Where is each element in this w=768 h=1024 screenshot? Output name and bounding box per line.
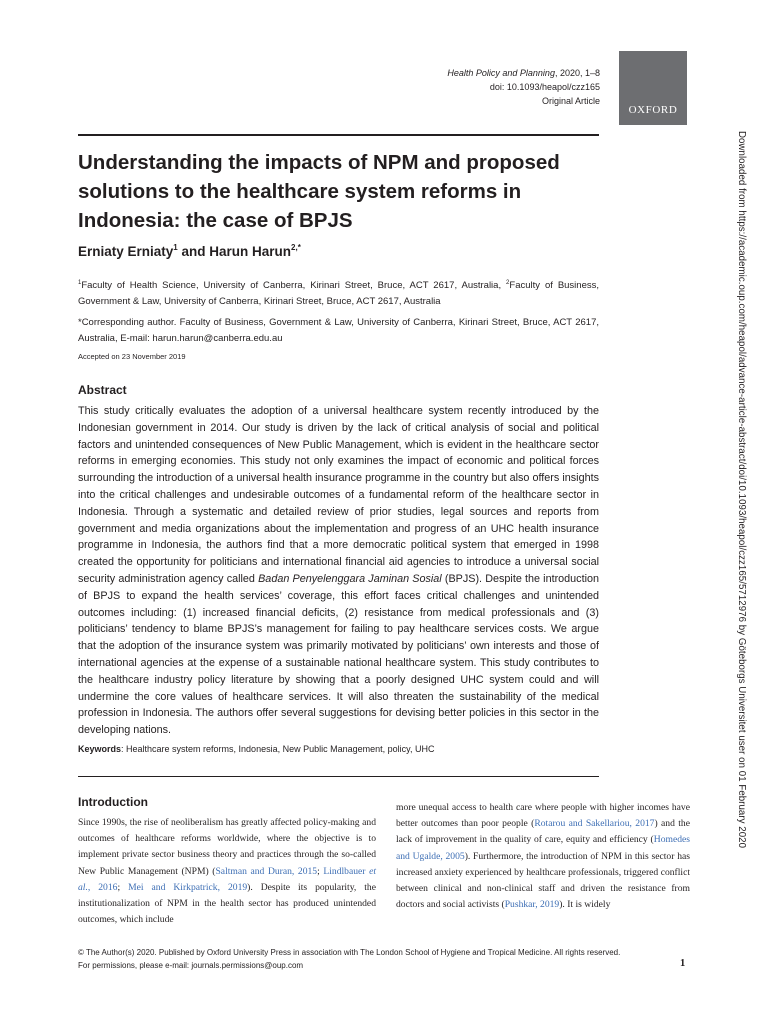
keywords — [78, 744, 599, 754]
abstract-text — [78, 403, 599, 739]
citation-part: , 2016 — [87, 881, 118, 893]
author-superscript: 1 — [173, 243, 178, 252]
header-rule — [78, 134, 599, 136]
body-text: ; — [117, 881, 129, 893]
copyright-footer — [78, 946, 678, 972]
permissions-line: For permissions, please e-mail: journals.permissions@oup.com — [78, 961, 304, 970]
affiliation-2: Faculty of Business, Government & Law, University of Canberra, Kirinari Street, Bruce, ACT 2617, Australia — [78, 280, 600, 307]
abstract-text-part: This study critically evaluates the adoption of a universal healthcare system recently introduced by the Indonesian government in 2014. Our study is driven by the lack of critical analysis of social and political factors and unintended consequences of New Public Management, which is evident in the healthcare sector reforms in emerging economies. This study not only examines the impact of economic and political forces surrounding the introduction of a universal health insurance programme in the country but also offers insights into the critical challenges and undesirable outcomes of a fundamental reform of the healthcare sector in Indonesia. Through a systematic and detailed review of prior studies, legal sources and reports from government and media organizations about the implementation and progress of an UHC health insurance programme in Indonesia, the authors find that a more democratic political system that emerged in 1998 created the opportunity for politicians and international financial aid agencies to introduce a universal social security administration agency called — [78, 405, 599, 585]
journal-name: Health Policy and Planning — [447, 68, 555, 78]
citation-link[interactable]: Pushkar, 2019 — [504, 899, 560, 911]
body-text: Since 1990s, the rise of neoliberalism has greatly affected policy-making and outcomes of healthcare reforms worldwide, where the objective is to implement private sector business theory and practices through the so-called New Public Management (NPM) ( — [78, 817, 376, 877]
author-name: Harun Harun — [209, 244, 292, 259]
oxford-logo — [619, 51, 687, 125]
journal-doi: doi: 10.1093/heapol/czz165 — [489, 82, 600, 92]
author-name: Erniaty Erniaty — [78, 244, 174, 259]
body-text: ). It is widely — [559, 899, 611, 911]
body-text: ). Furthermore, the introduction of NPM in this sector has increased anxiety experienced by healthcare professionals, triggered conflict between clinical and non-clinical staff and driven the resistance from doctors and social activists ( — [396, 850, 690, 911]
article-title: Understanding the impacts of NPM and proposed solutions to the healthcare system reforms in Indonesia: the case of BPJS — [78, 151, 560, 232]
citation-link[interactable]: Saltman and Duran, 2015 — [215, 865, 318, 877]
author-superscript: 2,* — [291, 243, 301, 252]
affiliation-1: Faculty of Health Science, University of Canberra, Kirinari Street, Bruce, ACT 2617, Australia, — [81, 280, 507, 291]
keywords-text: : Healthcare system reforms, Indonesia, New Public Management, policy, UHC — [121, 744, 435, 754]
article-type: Original Article — [541, 96, 600, 106]
journal-info — [300, 66, 600, 108]
body-text: more unequal access to health care where people with higher incomes have better outcomes than poor people ( — [396, 802, 690, 830]
page-number: 1 — [680, 958, 686, 969]
download-watermark: Downloaded from https://academic.oup.com/heapol/advance-article-abstract/doi/10.1093/heapol/czz165/5712976 by Göteborgs Universitet user on 01 February 2020 — [736, 131, 747, 849]
abstract-text-part: (BPJS). Despite the introduction of BPJS to expand the health services’ coverage, this effort faces critical challenges and unintended outcomes including: (1) increased financial deficits, (2) resistance from medical professionals and (3) politicians’ tendency to blame BPJS’s management for failing to pay healthcare services costs. We argue that the adoption of the insurance system was primarily motivated by politicians’ own interests and those of international agencies at the expense of a sustainable national healthcare system. This study contributes to the healthcare industry policy literature by showing that a poorly designed UHC system could and will undermine the core values of healthcare services. It will also threaten the sustainability of the medical profession in Indonesia. The authors offer several suggestions for devising better policies in this sector in the developing nations. — [78, 572, 599, 737]
abstract-italic-term: Badan Penyelenggara Jaminan Sosial — [258, 572, 442, 585]
introduction-heading: Introduction — [78, 795, 148, 809]
citation-link[interactable]: Homedes and Ugalde, 2005 — [396, 834, 690, 862]
body-text: ; — [317, 865, 324, 877]
corresponding-author: *Corresponding author. Faculty of Business, Government & Law, University of Canberra, Kirinari Street, Bruce, ACT 2617, Australia, E-mail: harun.harun@canberra.edu.au — [78, 317, 599, 344]
citation-link[interactable]: Rotarou and Sakellariou, 2017 — [534, 818, 655, 830]
introduction-right-column — [396, 800, 690, 913]
oxford-logo-text: OXFORD — [628, 104, 678, 116]
author-list — [78, 243, 301, 259]
section-rule — [78, 776, 599, 777]
accepted-date: Accepted on 23 November 2019 — [78, 352, 186, 361]
journal-year-pages: , 2020, 1–8 — [554, 68, 600, 78]
affiliations — [78, 275, 599, 310]
citation-link[interactable]: Mei and Kirkpatrick, 2019 — [128, 881, 248, 893]
introduction-left-column — [78, 815, 376, 928]
copyright-line: © The Author(s) 2020. Published by Oxford University Press in association with The London School of Hygiene and Tropical Medicine. All rights reserved. — [78, 948, 621, 957]
author-join: and — [177, 244, 210, 259]
abstract-heading: Abstract — [78, 383, 127, 397]
citation-part: Lindlbauer — [323, 865, 370, 877]
keywords-label: Keywords — [78, 744, 122, 754]
body-text: ). Despite its popularity, the institutionalization of NPM in the health sector has produced unintended outcomes, which include — [78, 881, 376, 926]
citation-italic: et al. — [78, 865, 376, 893]
affiliation-superscript: 2 — [506, 280, 510, 286]
body-text: ) and the lack of improvement in the quality of care, equity and efficiency ( — [396, 818, 690, 846]
affiliation-superscript: 1 — [78, 280, 82, 286]
